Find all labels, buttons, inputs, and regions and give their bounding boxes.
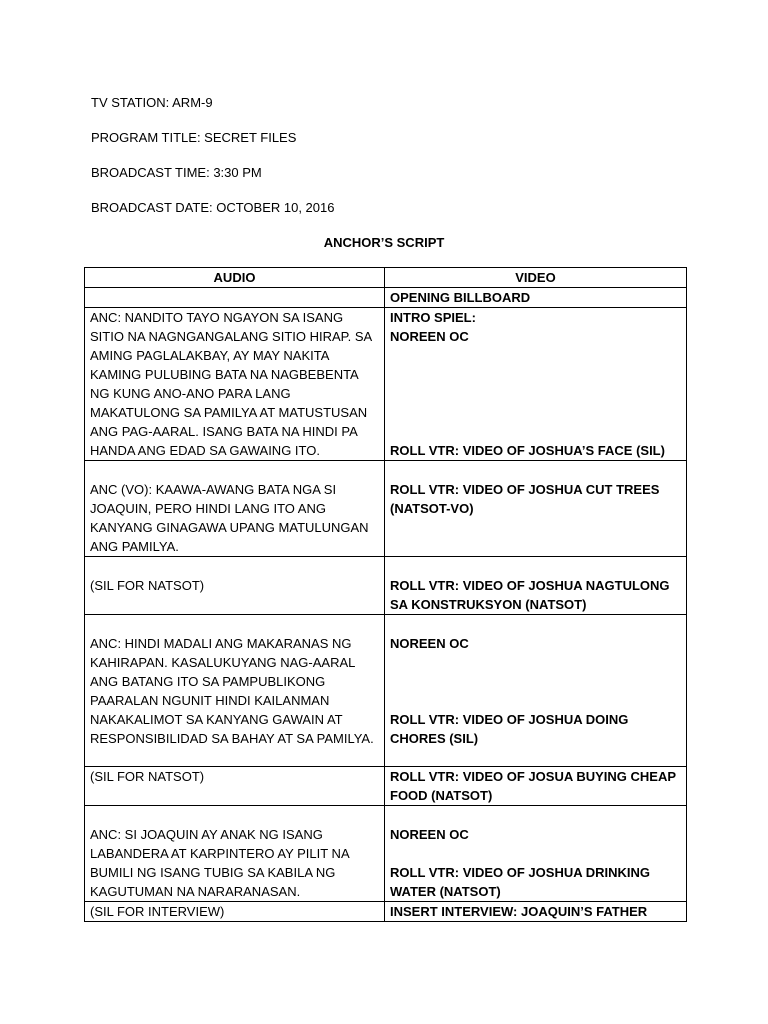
- video-cue: ROLL VTR: VIDEO OF JOSHUA DRINKING WATER (NATSOT): [390, 865, 651, 899]
- video-cue: OPENING BILLBOARD: [390, 290, 531, 305]
- audio-cell: [85, 806, 385, 902]
- audio-cell: [85, 461, 385, 557]
- video-cue: NOREEN OC: [390, 827, 469, 842]
- spacer: [390, 615, 681, 634]
- audio-column-header: AUDIO: [85, 268, 385, 288]
- spacer: [90, 806, 379, 825]
- video-cell: [385, 806, 687, 902]
- spacer: [90, 557, 379, 576]
- spacer: [390, 422, 681, 441]
- spacer: [390, 844, 681, 863]
- video-cue: ROLL VTR: VIDEO OF JOSHUA’S FACE (SIL): [390, 443, 665, 458]
- table-header-row: [85, 268, 687, 288]
- audio-text: ANC (VO): KAAWA-AWANG BATA NGA SI JOAQUIN, PERO HINDI LANG ITO ANG KANYANG GINAGAWA UPANG MATULUNGAN ANG PAMILYA.: [90, 482, 369, 554]
- program-title-line: PROGRAM TITLE: SECRET FILES: [91, 130, 297, 145]
- video-cell: [385, 288, 687, 308]
- script-table: [84, 267, 687, 922]
- spacer: [390, 365, 681, 384]
- table-row: [85, 615, 687, 767]
- video-cue: ROLL VTR: VIDEO OF JOSHUA CUT TREES (NATSOT-VO): [390, 482, 660, 516]
- table-row: [85, 288, 687, 308]
- spacer: [390, 461, 681, 480]
- video-cell: [385, 767, 687, 806]
- audio-cell: [85, 288, 385, 308]
- video-cue: ROLL VTR: VIDEO OF JOSHUA NAGTULONG SA KONSTRUKSYON (NATSOT): [390, 578, 670, 612]
- broadcast-time-line: BROADCAST TIME: 3:30 PM: [91, 165, 262, 180]
- table-row: [85, 902, 687, 922]
- audio-text: (SIL FOR NATSOT): [90, 578, 205, 593]
- spacer: [90, 461, 379, 480]
- video-cell: [385, 615, 687, 767]
- audio-cell: (SIL FOR INTERVIEW): [85, 902, 385, 922]
- video-cell: [385, 308, 687, 461]
- spacer: [390, 557, 681, 576]
- tv-station-line: TV STATION: ARM-9: [91, 95, 213, 110]
- audio-cell: [85, 615, 385, 767]
- audio-cell: ANC: NANDITO TAYO NGAYON SA ISANG SITIO NA NAGNGANGALANG SITIO HIRAP. SA AMING PAGLALAKBAY, AY MAY NAKITA KAMING PULUBING BATA NA NAGBEBENTA NG KUNG ANO-ANO PARA LANG MAKATULONG SA PAMILYA AT MATUSTUSAN ANG PAG-AARAL. ISANG BATA NA HINDI PA HANDA ANG EDAD SA GAWAING ITO.: [85, 308, 385, 461]
- table-row: [85, 806, 687, 902]
- spacer: [390, 672, 681, 691]
- broadcast-date-line: BROADCAST DATE: OCTOBER 10, 2016: [91, 200, 335, 215]
- audio-text: ANC: HINDI MADALI ANG MAKARANAS NG KAHIRAPAN. KASALUKUYANG NAG-AARAL ANG BATANG ITO SA PAMPUBLIKONG PAARALAN NGUNIT HINDI KAILANMAN NAKAKALIMOT SA KANYANG GAWAIN AT RESPONSIBILIDAD SA BAHAY AT SA PAMILYA.: [90, 636, 374, 746]
- spacer: [390, 403, 681, 422]
- audio-cell: [85, 557, 385, 615]
- table-row: [85, 557, 687, 615]
- video-cue: ROLL VTR: VIDEO OF JOSHUA DOING CHORES (SIL): [390, 712, 629, 746]
- video-cue: ROLL VTR: VIDEO OF JOSUA BUYING CHEAP FOOD (NATSOT): [390, 769, 676, 803]
- spacer: [390, 384, 681, 403]
- audio-text: ANC: SI JOAQUIN AY ANAK NG ISANG LABANDERA AT KARPINTERO AY PILIT NA BUMILI NG ISANG TUBIG SA KABILA NG KAGUTUMAN NA NARARANASAN.: [90, 827, 349, 899]
- video-cue: INSERT INTERVIEW: JOAQUIN’S FATHER: [390, 904, 648, 919]
- spacer: [90, 615, 379, 634]
- video-cue: NOREEN OC: [390, 636, 469, 651]
- spacer: [390, 653, 681, 672]
- script-title: ANCHOR’S SCRIPT: [323, 235, 445, 250]
- audio-cell: (SIL FOR NATSOT): [85, 767, 385, 806]
- video-cell: [385, 461, 687, 557]
- video-cell: [385, 557, 687, 615]
- video-cell: [385, 902, 687, 922]
- video-cue: NOREEN OC: [390, 329, 469, 344]
- video-cue: INTRO SPIEL:: [390, 310, 476, 325]
- spacer: [390, 691, 681, 710]
- spacer: [390, 806, 681, 825]
- video-column-header: VIDEO: [385, 268, 687, 288]
- table-row: [85, 308, 687, 461]
- table-row: [85, 767, 687, 806]
- table-row: [85, 461, 687, 557]
- spacer: [390, 346, 681, 365]
